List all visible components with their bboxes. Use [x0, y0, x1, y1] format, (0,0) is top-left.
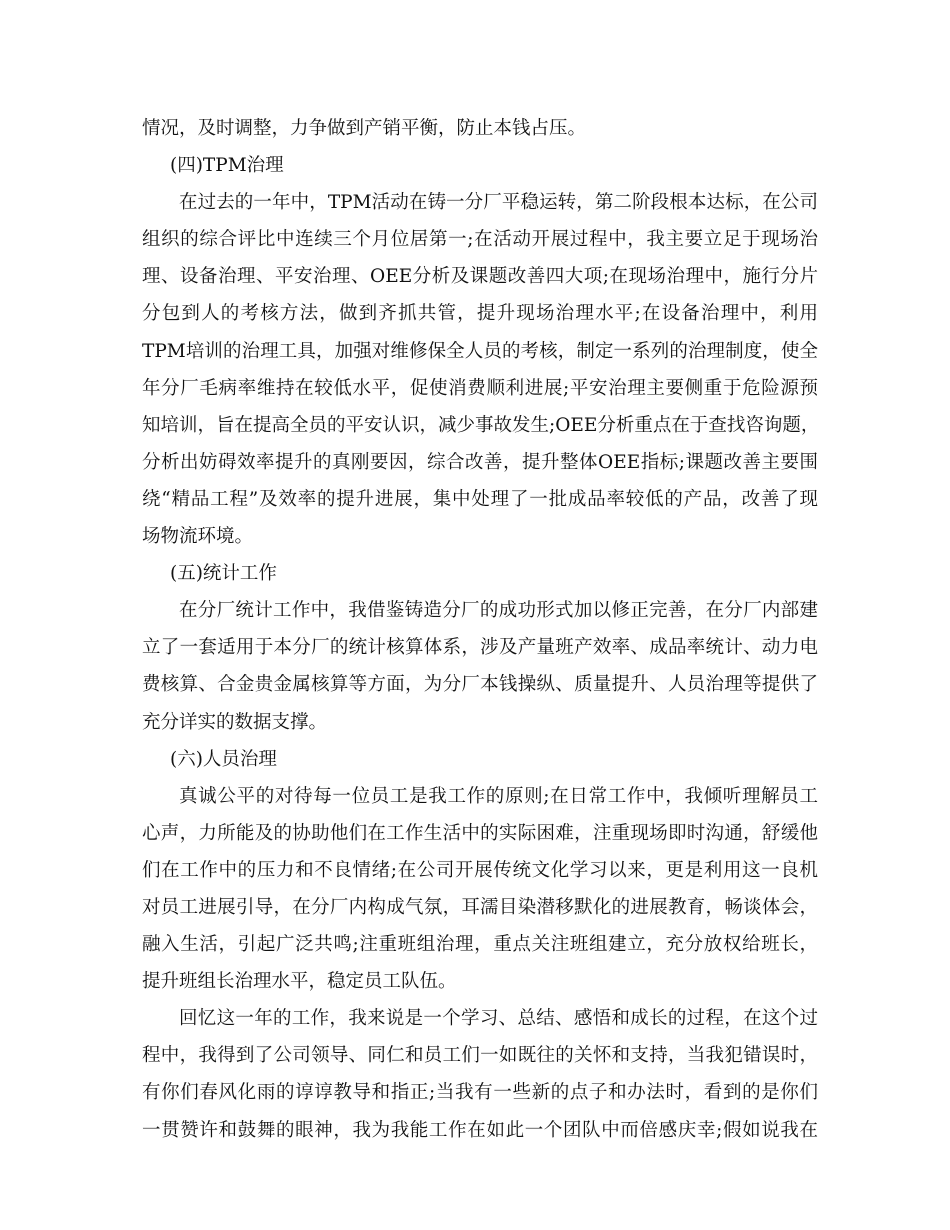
section-heading: (五)统计工作: [170, 563, 277, 585]
paragraph-line: 理、设备治理、平安治理、OEE分析及课题改善四大项;在现场治理中，施行分片: [142, 266, 818, 288]
paragraph-line: 真诚公平的对待每一位员工是我工作的原则;在日常工作中，我倾听理解员工: [179, 785, 818, 807]
paragraph-line: 年分厂毛病率维持在较低水平，促使消费顺利进展;平安治理主要侧重于危险源预: [142, 377, 818, 399]
paragraph-line: 组织的综合评比中连续三个月位居第一;在活动开展过程中，我主要立足于现场治: [142, 229, 818, 251]
section-heading: (六)人员治理: [170, 748, 277, 770]
paragraph-line: 分析出妨碍效率提升的真刚要因，综合改善，提升整体OEE指标;课题改善主要围: [142, 451, 818, 473]
paragraph-line: TPM培训的治理工具，加强对维修保全人员的考核，制定一系列的治理制度，使全: [142, 340, 818, 362]
paragraph-line: 融入生活，引起广泛共鸣;注重班组治理，重点关注班组建立，充分放权给班长，: [142, 934, 818, 956]
paragraph-line: 立了一套适用于本分厂的统计核算体系，涉及产量班产效率、成品率统计、动力电: [142, 637, 818, 659]
document-body: [142, 110, 818, 1149]
paragraph-line: 一贯赞许和鼓舞的眼神，我为我能工作在如此一个团队中而倍感庆幸;假如说我在: [142, 1119, 818, 1141]
paragraph-line: 分包到人的考核方法，做到齐抓共管，提升现场治理水平;在设备治理中，利用: [142, 303, 818, 325]
paragraph-line: 在分厂统计工作中，我借鉴铸造分厂的成功形式加以修正完善，在分厂内部建: [179, 600, 818, 622]
paragraph-line: 绕“精品工程”及效率的提升进展，集中处理了一批成品率较低的产品，改善了现: [142, 488, 818, 510]
paragraph-line: 程中，我得到了公司领导、同仁和员工们一如既往的关怀和支持，当我犯错误时，: [142, 1045, 818, 1067]
paragraph-line: 提升班组长治理水平，稳定员工队伍。: [142, 971, 457, 993]
paragraph-line: 充分详实的数据支撑。: [142, 711, 328, 733]
paragraph-line: 有你们春风化雨的谆谆教导和指正;当我有一些新的点子和办法时，看到的是你们: [142, 1082, 818, 1104]
paragraph-line: 心声，力所能及的协助他们在工作生活中的实际困难，注重现场即时沟通，舒缓他: [142, 822, 818, 844]
paragraph-line: 场物流环境。: [142, 526, 254, 548]
paragraph-line: 费核算、合金贵金属核算等方面，为分厂本钱操纵、质量提升、人员治理等提供了: [142, 674, 818, 696]
paragraph-line: 对员工进展引导，在分厂内构成气氛，耳濡目染潜移默化的进展教育，畅谈体会，: [142, 896, 818, 918]
paragraph-line: 情况，及时调整，力争做到产销平衡，防止本钱占压。: [142, 118, 587, 139]
paragraph-line: 们在工作中的压力和不良情绪;在公司开展传统文化学习以来，更是利用这一良机: [142, 859, 818, 881]
section-heading: (四)TPM治理: [170, 155, 284, 177]
paragraph-line: 知培训，旨在提高全员的平安认识，减少事故发生;OEE分析重点在于查找咨询题，: [142, 414, 820, 436]
paragraph-line: 在过去的一年中，TPM活动在铸一分厂平稳运转，第二阶段根本达标，在公司: [179, 192, 818, 214]
paragraph-line: 回忆这一年的工作，我来说是一个学习、总结、感悟和成长的过程，在这个过: [179, 1008, 818, 1030]
